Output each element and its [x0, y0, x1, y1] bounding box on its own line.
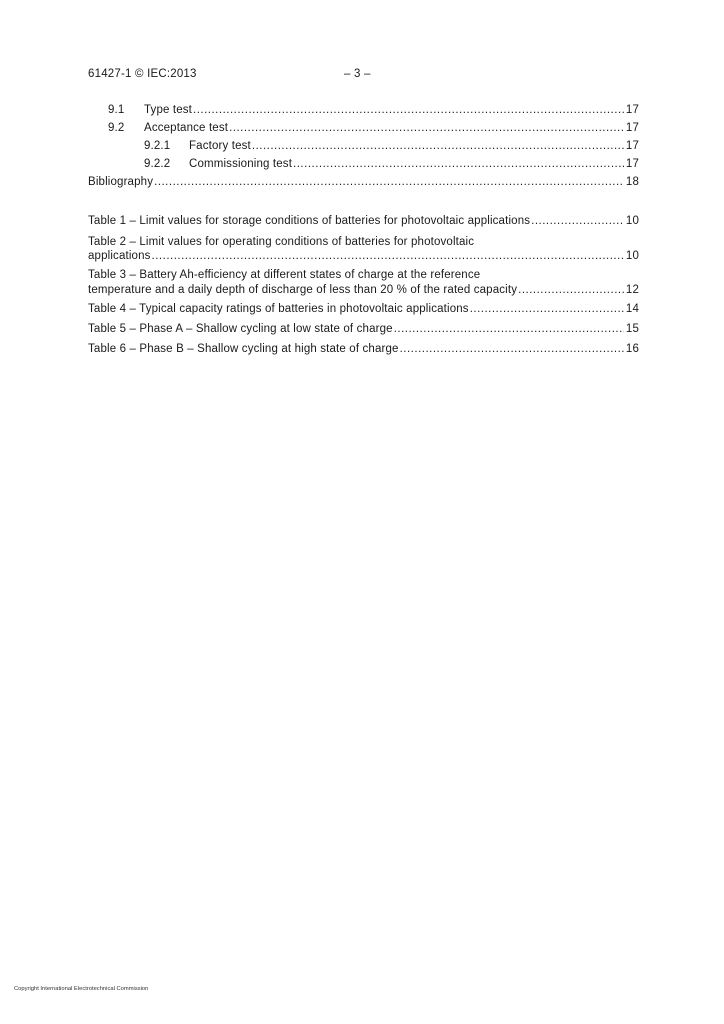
- toc-entry-table-3-line-1: Table 3 – Battery Ah-efficiency at different states of charge at the reference: [88, 269, 481, 281]
- toc-entry-page: 15: [625, 323, 639, 335]
- toc-leader-dots: [400, 341, 624, 357]
- toc-entry-9-1[interactable]: [108, 102, 639, 118]
- toc-entry-page: 10: [625, 215, 639, 227]
- toc-entry-number: 9.2: [108, 122, 125, 134]
- toc-entry-page: 18: [625, 176, 639, 188]
- toc-entry-page: 17: [625, 122, 639, 134]
- toc-leader-dots: [229, 120, 624, 136]
- toc-entry-title: Commissioning test: [189, 158, 293, 170]
- toc-leader-dots: [152, 248, 624, 264]
- toc-entry-table-4[interactable]: [88, 301, 639, 317]
- toc-entry-table-6[interactable]: [88, 341, 639, 357]
- page-header: [88, 68, 638, 84]
- toc-entry-number: 9.1: [108, 104, 125, 116]
- toc-entry-9-2-2[interactable]: [144, 156, 639, 172]
- toc-entry-number: 9.2.1: [144, 140, 171, 152]
- toc-leader-dots: [293, 156, 624, 172]
- toc-entry-page: 17: [625, 140, 639, 152]
- toc-entry-title: temperature and a daily depth of discharge of less than 20 % of the rated capacity: [88, 284, 518, 296]
- toc-entry-title: Acceptance test: [144, 122, 229, 134]
- toc-leader-dots: [252, 138, 624, 154]
- toc-entry-bibliography[interactable]: [88, 174, 639, 190]
- toc-entry-title: Factory test: [189, 140, 251, 152]
- toc-entry-page: 17: [625, 104, 639, 116]
- toc-entry-title: Type test: [144, 104, 193, 116]
- page-number: – 3 –: [344, 68, 371, 80]
- toc-entry-title: Table 4 – Typical capacity ratings of batteries in photovoltaic applications: [88, 303, 469, 315]
- toc-entry-table-3[interactable]: [88, 282, 639, 298]
- toc-entry-page: 16: [625, 343, 639, 355]
- toc-leader-dots: [531, 213, 624, 229]
- toc-entry-table-5[interactable]: [88, 321, 639, 337]
- toc-entry-page: 14: [625, 303, 639, 315]
- toc-entry-9-2-1[interactable]: [144, 138, 639, 154]
- toc-entry-9-2[interactable]: [108, 120, 639, 136]
- toc-entry-title: Table 5 – Phase A – Shallow cycling at low state of charge: [88, 323, 393, 335]
- toc-entry-title: Table 6 – Phase B – Shallow cycling at high state of charge: [88, 343, 399, 355]
- toc-entry-title: Table 1 – Limit values for storage conditions of batteries for photovoltaic applications: [88, 215, 531, 227]
- document-identifier: 61427-1 © IEC:2013: [88, 68, 197, 80]
- copyright-footer: Copyright International Electrotechnical Commission: [14, 986, 149, 992]
- toc-entry-title: applications: [88, 250, 151, 262]
- toc-entry-table-2-line-1: Table 2 – Limit values for operating conditions of batteries for photovoltaic: [88, 236, 475, 248]
- toc-leader-dots: [470, 301, 624, 317]
- toc-entry-title: Bibliography: [88, 176, 154, 188]
- toc-entry-table-2[interactable]: [88, 248, 639, 264]
- toc-entry-page: 10: [625, 250, 639, 262]
- toc-entry-page: 17: [625, 158, 639, 170]
- toc-entry-page: 12: [625, 284, 639, 296]
- toc-leader-dots: [518, 282, 624, 298]
- toc-leader-dots: [394, 321, 624, 337]
- toc-leader-dots: [193, 102, 624, 118]
- toc-leader-dots: [154, 174, 624, 190]
- toc-entry-table-1[interactable]: [88, 213, 639, 229]
- toc-entry-number: 9.2.2: [144, 158, 171, 170]
